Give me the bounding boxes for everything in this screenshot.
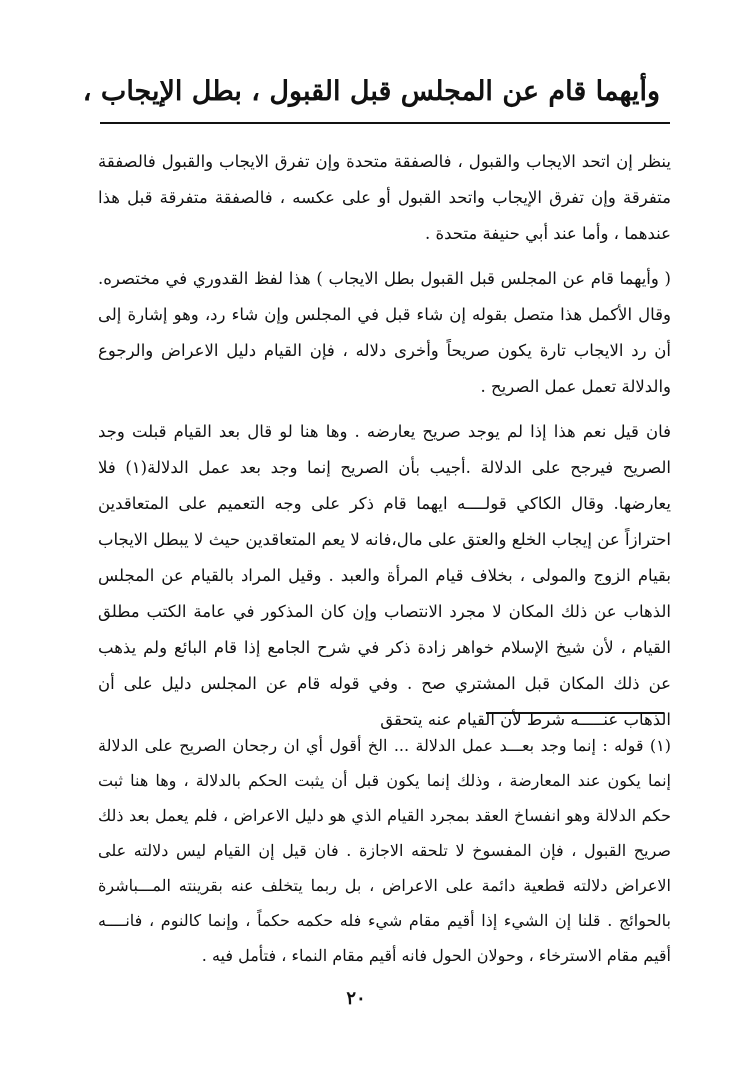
footnote-divider [486, 712, 664, 714]
paragraph: ( وأيهما قام عن المجلس قبل القبول بطل الايجاب ) هذا لفظ القدوري في مختصره. وقال الأكمل هذا متصل بقوله إن شاء قبل في المجلس وإن شاء رد، وهو إشارة إلى أن رد الايجاب تارة يكون صريحاً وأخرى دلاله ، فإن القيام دليل الاعراض والرجوع والدلالة تعمل عمل الصريح . [98, 269, 671, 396]
paragraph: ينظر إن اتحد الايجاب والقبول ، فالصفقة متحدة وإن تفرق الايجاب والقبول فالصفقة متفرقة وإن تفرق الإيجاب واتحد القبول أو على عكسه ، فالصفقة متفرقة قبل هذا عندهما ، وأما عند أبي حنيفة متحدة . [98, 152, 671, 243]
page-header-title: وأيهما قام عن المجلس قبل القبول ، بطل الإيجاب ، [82, 76, 660, 107]
main-text [98, 144, 671, 738]
header-divider [100, 122, 670, 124]
page-number: ٢٠ [346, 988, 366, 1009]
footnote: (١) قوله : إنما وجد بعـــد عمل الدلالة ... الخ أقول أي ان رجحان الصريح على الدلالة إنما يكون عند المعارضة ، وذلك إنما يكون قبل أن يثبت الحكم بالدلالة ، وها هنا ثبت حكم الدلالة وهو انفساخ العقد بمجرد القيام الذي هو دليل الاعراض ، فلم يعمل بعد ذلك صريح القبول ، فإن المفسوخ لا تلحقه الاجازة . فان قيل إن القيام ليس دلالته على الاعراض دلالته قطعية دائمة على الاعراض ، بل ربما يتخلف عنه بقرينته المـــباشرة بالحوائج . قلنا إن الشيء إذا أقيم مقام شيء فله حكمه حكماً ، وإنما كالنوم ، فانــــه أقيم مقام الاسترخاء ، وحولان الحول فانه أقيم مقام النماء ، فتأمل فيه . [98, 736, 671, 965]
paragraph: فان قيل نعم هذا إذا لم يوجد صريح يعارضه . وها هنا لو قال بعد القيام قبلت وجد الصريح فيرجح على الدلالة .أجيب بأن الصريح إنما وجد بعد عمل الدلالة(١) فلا يعارضها. وقال الكاكي قولــــه ايهما قام ذكر على وجه التعميم على المتعاقدين احترازاً عن إيجاب الخلع والعتق على مال،فانه لا يعم المتعاقدين حيث لا يبطل الايجاب بقيام الزوج والمولى ، بخلاف قيام المرأة والعبد . وقيل المراد بالقيام عن المجلس الذهاب عن ذلك المكان لا مجرد الانتصاب وإن كان المذكور في عامة الكتب مطلق القيام ، لأن شيخ الإسلام خواهر زادة ذكر في شرح الجامع إذا قام البائع ولم يذهب عن ذلك المكان قبل المشتري صح . وفي قوله قام عن المجلس دليل على أن الذهاب عنـــــه شرط لأن القيام عنه يتحقق [98, 422, 671, 729]
